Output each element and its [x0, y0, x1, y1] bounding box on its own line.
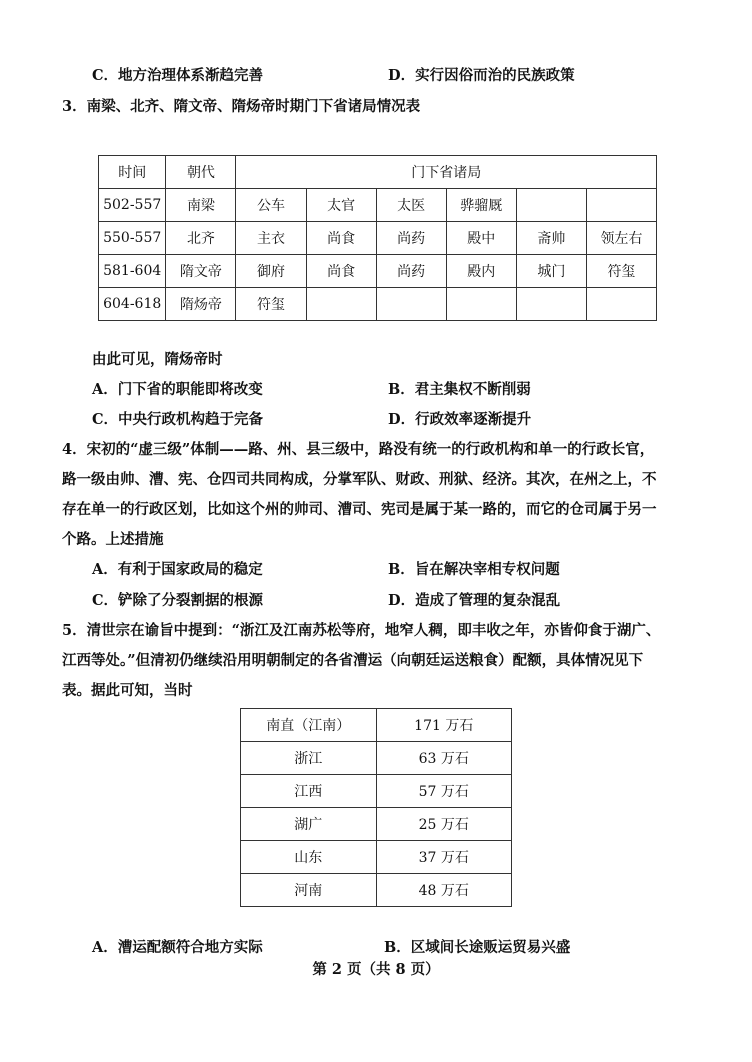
bureau-cell: 骅骝厩 — [446, 189, 516, 222]
bureau-cell: 尚药 — [376, 222, 446, 255]
q4-option-b: B．旨在解决宰相专权问题 — [388, 561, 560, 578]
bureau-cell: 主衣 — [236, 222, 306, 255]
region-cell: 山东 — [241, 841, 377, 874]
row-time: 502-557 — [99, 189, 166, 222]
q5-line-3: 表。据此可知，当时 — [62, 682, 193, 699]
region-cell: 湖广 — [241, 808, 377, 841]
q2-option-c: C．地方治理体系渐趋完善 — [92, 67, 264, 84]
table-row — [99, 189, 657, 222]
region-cell: 南直（江南） — [241, 709, 377, 742]
bureau-cell — [586, 288, 656, 321]
q4-option-a: A．有利于国家政局的稳定 — [92, 561, 263, 578]
q3-option-d: D．行政效率逐渐提升 — [388, 411, 532, 428]
q3-option-b: B．君主集权不断削弱 — [388, 381, 531, 398]
region-cell: 河南 — [241, 874, 377, 907]
region-cell: 江西 — [241, 775, 377, 808]
bureau-cell — [376, 288, 446, 321]
bureau-cell: 殿内 — [446, 255, 516, 288]
amount-cell: 37 万石 — [376, 841, 512, 874]
bureau-cell — [516, 288, 586, 321]
bureau-cell: 御府 — [236, 255, 306, 288]
table-row — [241, 874, 512, 907]
bureau-cell — [586, 189, 656, 222]
table-row — [99, 288, 657, 321]
q3-title: 3．南梁、北齐、隋文帝、隋炀帝时期门下省诸局情况表 — [62, 98, 421, 115]
header-dynasty: 朝代 — [166, 156, 236, 189]
q4-line-1: 4．宋初的“虚三级”体制——路、州、县三级中，路没有统一的行政机构和单一的行政长官， — [62, 441, 655, 458]
table-row — [241, 808, 512, 841]
q3-stem: 由此可见，隋炀帝时 — [92, 351, 223, 368]
bureau-cell: 公车 — [236, 189, 306, 222]
row-time: 550-557 — [99, 222, 166, 255]
bureau-cell — [306, 288, 376, 321]
bureau-cell: 殿中 — [446, 222, 516, 255]
bureau-cell: 领左右 — [586, 222, 656, 255]
row-time: 604-618 — [99, 288, 166, 321]
bureau-cell: 斋帅 — [516, 222, 586, 255]
q4-option-d: D．造成了管理的复杂混乱 — [388, 592, 561, 609]
table-row — [99, 222, 657, 255]
q4-line-2: 路一级由帅、漕、宪、仓四司共同构成，分掌军队、财政、刑狱、经济。其次，在州之上，不 — [62, 471, 657, 488]
q5-line-2: 江西等处。”但清初仍继续沿用明朝制定的各省漕运（向朝廷运送粮食）配额，具体情况见下 — [62, 652, 644, 669]
amount-cell: 48 万石 — [376, 874, 512, 907]
q3-table — [98, 155, 657, 321]
bureau-cell: 尚药 — [376, 255, 446, 288]
bureau-cell — [446, 288, 516, 321]
bureau-cell: 尚食 — [306, 255, 376, 288]
amount-cell: 25 万石 — [376, 808, 512, 841]
q5-table — [240, 708, 512, 907]
q2-option-d: D．实行因俗而治的民族政策 — [388, 67, 575, 84]
table-row — [99, 255, 657, 288]
bureau-cell: 太医 — [376, 189, 446, 222]
q3-option-a: A．门下省的职能即将改变 — [92, 381, 263, 398]
table-row — [241, 742, 512, 775]
table-row — [241, 775, 512, 808]
row-dynasty: 隋炀帝 — [166, 288, 236, 321]
q3-table-header — [99, 156, 657, 189]
row-dynasty: 南梁 — [166, 189, 236, 222]
table-row — [241, 841, 512, 874]
q4-option-c: C．铲除了分裂割据的根源 — [92, 592, 264, 609]
bureau-cell: 符玺 — [236, 288, 306, 321]
bureau-cell: 太官 — [306, 189, 376, 222]
amount-cell: 57 万石 — [376, 775, 512, 808]
q5-line-1: 5．清世宗在谕旨中提到：“浙江及江南苏松等府，地窄人稠，即丰收之年，亦皆仰食于湖广、 — [62, 622, 661, 639]
amount-cell: 63 万石 — [376, 742, 512, 775]
region-cell: 浙江 — [241, 742, 377, 775]
q5-option-b: B．区域间长途贩运贸易兴盛 — [384, 939, 571, 956]
q5-option-a: A．漕运配额符合地方实际 — [92, 939, 263, 956]
page-footer: 第 2 页（共 8 页） — [312, 961, 440, 978]
header-time: 时间 — [99, 156, 166, 189]
q3-option-c: C．中央行政机构趋于完备 — [92, 411, 264, 428]
row-dynasty: 隋文帝 — [166, 255, 236, 288]
header-bureaus: 门下省诸局 — [236, 156, 657, 189]
bureau-cell: 尚食 — [306, 222, 376, 255]
row-dynasty: 北齐 — [166, 222, 236, 255]
q4-line-3: 存在单一的行政区划，比如这个州的帅司、漕司、宪司是属于某一路的，而它的仓司属于另一 — [62, 501, 657, 518]
q4-line-4: 个路。上述措施 — [62, 531, 164, 548]
bureau-cell — [516, 189, 586, 222]
bureau-cell: 城门 — [516, 255, 586, 288]
bureau-cell: 符玺 — [586, 255, 656, 288]
table-row — [241, 709, 512, 742]
row-time: 581-604 — [99, 255, 166, 288]
amount-cell: 171 万石 — [376, 709, 512, 742]
